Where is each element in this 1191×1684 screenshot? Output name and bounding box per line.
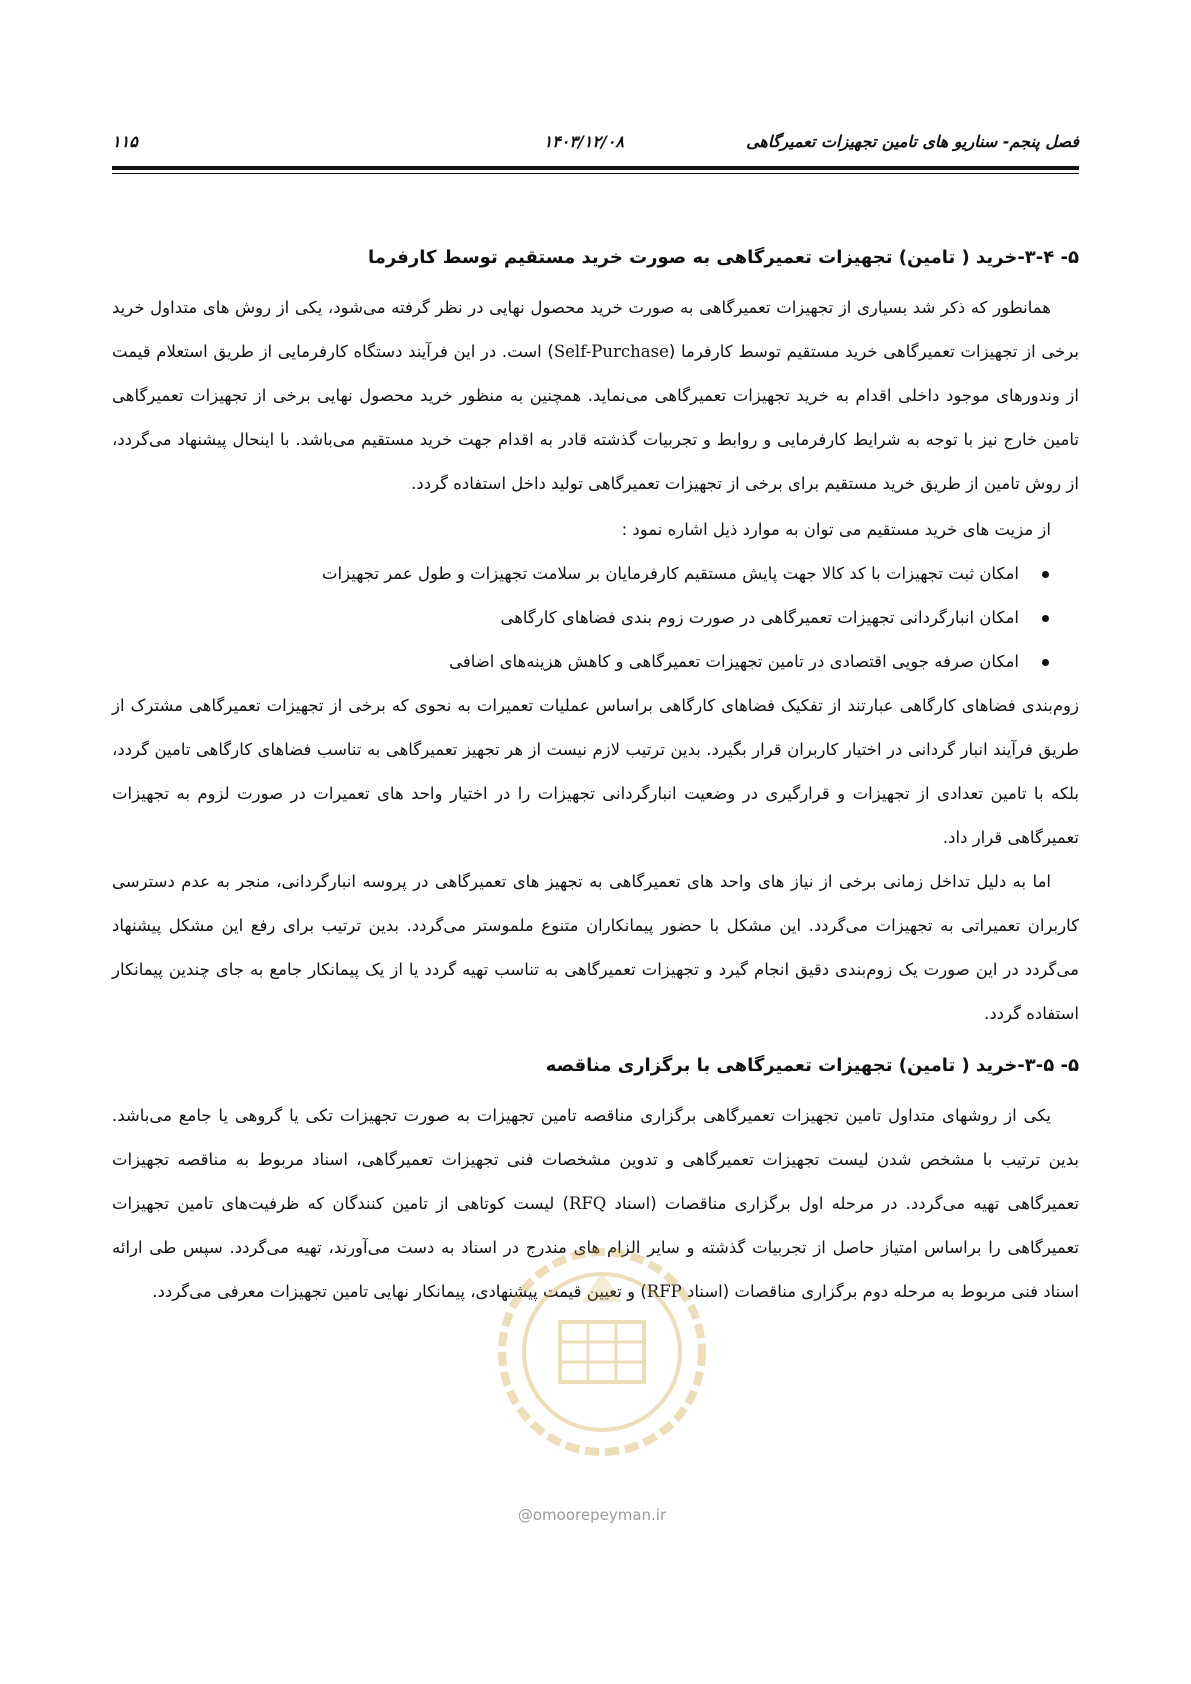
header-rule-thick (112, 166, 1079, 170)
list-item: امکان انبارگردانی تجهیزات تعمیرگاهی در صورت زوم بندی فضاهای کارگاهی (112, 596, 1019, 640)
paragraph-text: همانطور که ذکر شد بسیاری از تجهیزات تعمیرگاهی به صورت خرید محصول نهایی در نظر گرفته می‌شود، یکی از روش های متداول خرید برخی از تجهیزات تعمیرگاهی خرید مستقیم توسط کارفرما ( (112, 298, 1080, 361)
running-header (112, 128, 1079, 158)
header-date: ۱۴۰۳/۱۲/۰۸ (543, 132, 624, 151)
self-purchase-term: Self-Purchase (553, 342, 669, 361)
paragraph-text: ) لیست کوتاهی از تامین کنندگان که ظرفیت‌های تامین تجهیزات تعمیرگاهی را براساس امتیاز حاصل از تجربیات گذشته و سایر الزام های مندرج در اسناد به دست می‌آورند، تهیه می‌گردد. سپس طی ارائه اسناد فنی مربوط به مرحله دوم برگزاری مناقصات (اسناد (112, 1194, 1079, 1301)
watermark-site: @omoorepeyman.ir (517, 1506, 667, 1524)
chapter-title: فصل پنجم- سناریو های تامین تجهیزات تعمیرگاهی (746, 132, 1079, 151)
paragraph-text: یکی از روشهای متداول تامین تجهیزات تعمیرگاهی برگزاری مناقصه تامین تجهیزات به صورت تجهیزات تکی یا گروهی یا جامع می‌باشد. بدین ترتیب با مشخص شدن لیست تجهیزات تعمیرگاهی و تدوین مشخصات فنی تجهیزات تعمیرگاهی، اسناد مربوط به مناقصه تجهیزات تعمیرگاهی تهیه می‌گردد. در مرحله اول برگزاری مناقصات (اسناد (112, 1106, 1079, 1213)
paragraph-text: ) و تعیین قیمت پیشنهادی، پیمانکار نهایی تامین تجهیزات معرفی می‌گردد. (152, 1282, 647, 1301)
rfp-term: RFP (646, 1282, 682, 1301)
rfq-term: RFQ (568, 1194, 607, 1213)
page-number: ۱۱۵ (112, 132, 138, 151)
watermark-logo (482, 1242, 722, 1462)
section-heading-direct-purchase: ۵- ۳-۴-خرید ( تامین) تجهیزات تعمیرگاهی به صورت خرید مستقیم توسط کارفرما (367, 247, 1079, 268)
section-heading-tender: ۵- ۳-۵-خرید ( تامین) تجهیزات تعمیرگاهی با برگزاری مناقصه (545, 1055, 1079, 1076)
body-content (112, 236, 1079, 1314)
paragraph-direct-purchase-intro (112, 286, 1079, 506)
paragraph-text: ) است. در این فرآیند دستگاه کارفرمایی از طریق استعلام قیمت از وندورهای موجود داخلی اقدام به خرید تجهیزات تعمیرگاهی می‌نماید. همچنین به منظور خرید محصول نهایی برخی از تجهیزات تعمیرگاهی تامین خارج نیز با توجه به شرایط کارفرمایی و روابط و تجربیات گذشته قادر به اقدام جهت خرید مستقیم می‌باشد. با اینحال پیشنهاد می‌گردد، از روش تامین از طریق خرید مستقیم برای برخی از تجهیزات تعمیرگاهی تولید داخل استفاده گردد. (112, 342, 1079, 493)
list-item: امکان ثبت تجهیزات با کد کالا جهت پایش مستقیم کارفرمایان بر سلامت تجهیزات و طول عمر تجهیزات (112, 552, 1019, 596)
benefits-list (112, 552, 1079, 684)
list-item: امکان صرفه جویی اقتصادی در تامین تجهیزات تعمیرگاهی و کاهش هزینه‌های اضافی (112, 640, 1019, 684)
paragraph-zoning: زوم‌بندی فضاهای کارگاهی عبارتند از تفکیک فضاهای کارگاهی براساس عملیات تعمیرات به نحوی که برخی از تجهیزات تعمیرگاهی مشترک از طریق فرآیند انبار گردانی در اختیار کاربران قرار بگیرد. بدین ترتیب لازم نیست از هر تجهیز تعمیرگاهی به تناسب فضاهای کارگاهی تامین گردد، بلکه با تامین تعدادی از تجهیزات و قرارگیری در وضعیت انبارگردانی تجهیزات را در اختیار واحد های تعمیرات در صورت لزوم به تجهیزات تعمیرگاهی قرار داد. (112, 696, 1079, 847)
header-rule-thin (112, 173, 1079, 174)
benefits-intro: از مزیت های خرید مستقیم می توان به موارد ذیل اشاره نمود : (621, 520, 1051, 539)
paragraph-conflict: اما به دلیل تداخل زمانی برخی از نیاز های واحد های تعمیرگاهی به تجهیز های تعمیرگاهی در پروسه انبارگردانی، منجر به عدم دسترسی کاربران تعمیراتی به تجهیزات می‌گردد. این مشکل با حضور پیمانکاران متنوع ملموستر می‌گردد. بدین ترتیب برای رفع این مشکل پیشنهاد می‌گردد در این صورت یک زوم‌بندی دقیق انجام گیرد و تجهیزات تعمیرگاهی به تناسب تهیه گردد یا از یک پیمانکار جامع به جای چندین پیمانکار استفاده گردد. (112, 872, 1079, 1023)
